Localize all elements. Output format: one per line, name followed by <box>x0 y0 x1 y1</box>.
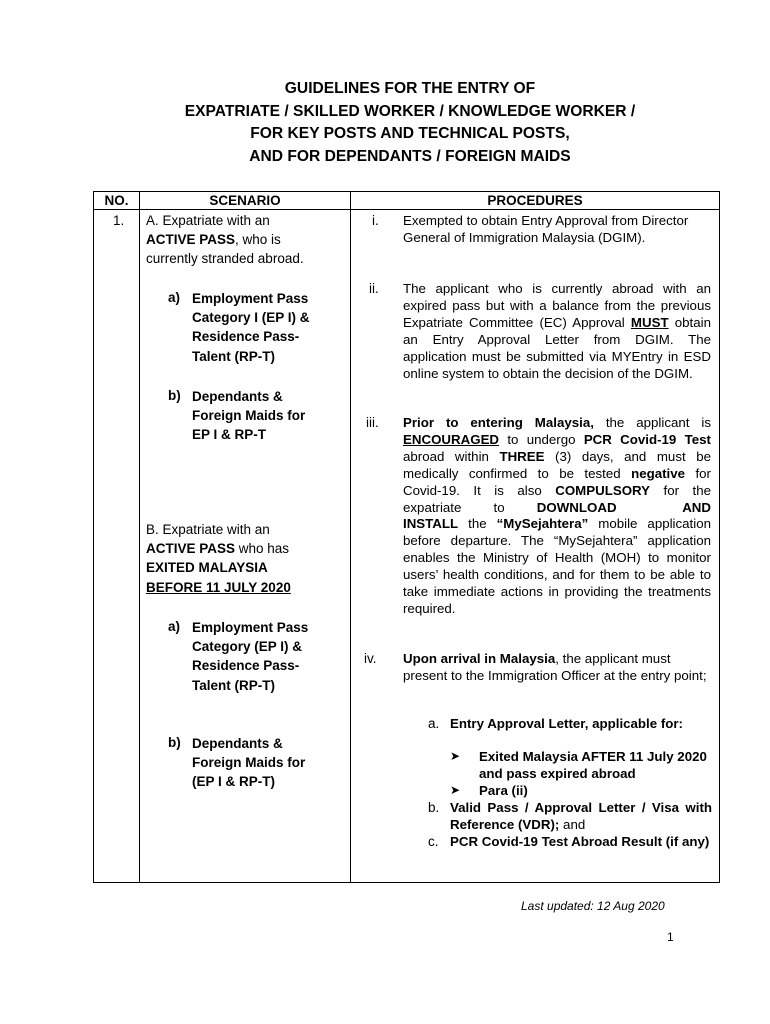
item-line: Employment Pass <box>192 620 309 635</box>
bold-text: COMPULSORY <box>555 482 651 498</box>
bold-text: Upon arrival in Malaysia <box>403 651 556 666</box>
item-line: Dependants & <box>192 736 283 751</box>
column-divider <box>350 192 351 882</box>
plain-text: , the applicant must present to the Immigration Officer at the entry point; <box>403 651 707 683</box>
scenario-b <box>146 520 346 597</box>
last-updated: Last updated: 12 Aug 2020 <box>521 899 665 913</box>
item-line: Residence Pass- <box>192 658 300 674</box>
procedure-ii-pre: The applicant who is currently abroad with an expired pass but with a balance from the previous Expatriate Committee (EC) Approval <box>403 281 711 330</box>
scenario-a-line-1: A. Expatriate with an <box>146 213 270 228</box>
procedure-i-text: Exempted to obtain Entry Approval from Director General of Immigration Malaysia (DGIM). <box>403 213 689 245</box>
bold-text: DOWNLOAD AND INSTALL <box>403 499 712 532</box>
scenario-a-item-b <box>192 387 305 445</box>
item-line: Talent (RP-T) <box>192 348 275 364</box>
sub-c-label: c. <box>428 834 439 849</box>
bold-text: THREE <box>499 448 545 464</box>
arrowhead-bullet-icon: ➤ <box>450 783 461 797</box>
plain-text: and <box>559 816 586 832</box>
scenario-b-line-4: BEFORE 11 JULY 2020 <box>146 579 291 595</box>
item-line: Category (EP I) & <box>192 639 303 655</box>
bold-text: PCR Covid-19 Test <box>583 431 711 447</box>
item-line: Category I (EP I) & <box>192 310 310 326</box>
title-line-3: FOR KEY POSTS AND TECHNICAL POSTS, <box>250 125 570 143</box>
bold-text: Prior to entering Malaysia, <box>403 415 594 430</box>
scenario-a-item-a-label: a) <box>168 290 181 305</box>
sub-c-text: PCR Covid-19 Test Abroad Result (if any) <box>450 834 710 849</box>
procedure-ii-text <box>403 281 711 382</box>
document-title <box>100 78 720 168</box>
bold-text: “MySejahtera” <box>496 516 589 532</box>
item-line: Dependants & <box>192 389 283 404</box>
procedure-iv-text <box>403 651 711 685</box>
row-number: 1. <box>113 213 125 228</box>
item-line: (EP I & RP-T) <box>192 774 276 790</box>
title-line-4: AND FOR DEPENDANTS / FOREIGN MAIDS <box>249 147 571 165</box>
bullet-2-text: Para (ii) <box>479 783 528 798</box>
scenario-a-item-a <box>192 289 310 366</box>
item-line: Foreign Maids for <box>192 408 306 424</box>
scenario-a-item-b-label: b) <box>168 388 181 403</box>
plain-text: the <box>458 516 497 532</box>
plain-text: the applicant is <box>593 415 711 430</box>
item-line: EP I & RP-T <box>192 427 267 443</box>
scenario-b-item-a-label: a) <box>168 619 181 634</box>
scenario-a-suffix: , who is <box>235 232 281 248</box>
plain-text: for Covid-19. It is also <box>403 465 711 498</box>
bold-text: negative <box>631 465 686 481</box>
scenario-b-line-1: B. Expatriate with an <box>146 522 270 537</box>
plain-text: to undergo <box>499 431 584 447</box>
must-text: MUST <box>630 314 669 330</box>
header-procedures: PROCEDURES <box>487 193 583 208</box>
bullet-1-text: Exited Malaysia AFTER 11 July 2020 and pass expired abroad <box>479 749 707 781</box>
item-line: Foreign Maids for <box>192 755 306 771</box>
scenario-a <box>146 211 346 269</box>
procedure-iii-number: iii. <box>366 415 379 430</box>
guidelines-table <box>93 191 720 883</box>
column-divider <box>139 192 140 882</box>
plain-text: for the expatriate to <box>403 482 711 515</box>
procedure-ii-number: ii. <box>369 281 379 296</box>
sub-b-label: b. <box>428 800 440 815</box>
scenario-a-line-3: currently stranded abroad. <box>146 251 304 267</box>
active-pass-text: ACTIVE PASS <box>146 541 236 557</box>
scenario-b-line-3: EXITED MALAYSIA <box>146 560 268 576</box>
bold-text: Valid Pass / Approval Letter / Visa with Reference (VDR); <box>450 800 712 832</box>
scenario-b-item-b-label: b) <box>168 735 181 750</box>
plain-text: abroad within <box>403 448 500 464</box>
plain-text: mobile application before departure. The “MySejahtera” application enables the Ministry of Health (MOH) to monitor users’ health conditions, and for them to be able to take immediate actions in providing the treatments required. <box>403 516 711 616</box>
title-line-1: GUIDELINES FOR THE ENTRY OF <box>284 80 536 97</box>
title-line-2: EXPATRIATE / SKILLED WORKER / KNOWLEDGE WORKER / <box>184 102 636 120</box>
header-divider <box>94 209 719 210</box>
encouraged-text: ENCOURAGED <box>403 431 500 447</box>
scenario-b-line-2-rest: who has <box>235 541 290 557</box>
procedure-ii-post: obtain an Entry Approval Letter from DGIM. The application must be submitted via MYEntry in ESD online system to obtain the decision of the DGIM. <box>403 314 711 381</box>
scenario-b-line-2 <box>146 539 346 558</box>
procedure-iii-text <box>403 415 711 618</box>
active-pass-text: ACTIVE PASS <box>146 232 236 248</box>
sub-a-label: a. <box>428 716 440 731</box>
plain-text: (3) days, and must be medically confirmed to be tested <box>403 448 711 481</box>
header-scenario: SCENARIO <box>209 193 281 208</box>
scenario-a-line-2 <box>146 230 346 249</box>
sub-b-text <box>450 800 712 834</box>
scenario-b-item-b <box>192 734 305 792</box>
header-no: NO. <box>104 193 129 208</box>
arrowhead-bullet-icon: ➤ <box>450 749 461 763</box>
procedure-iv-number: iv. <box>364 651 377 666</box>
sub-a-text: Entry Approval Letter, applicable for: <box>450 716 683 731</box>
page-number: 1 <box>667 930 674 944</box>
scenario-b-item-a <box>192 618 308 695</box>
item-line: Talent (RP-T) <box>192 677 275 693</box>
item-line: Residence Pass- <box>192 329 300 345</box>
item-line: Employment Pass <box>192 291 309 306</box>
procedure-i-number: i. <box>372 213 379 228</box>
